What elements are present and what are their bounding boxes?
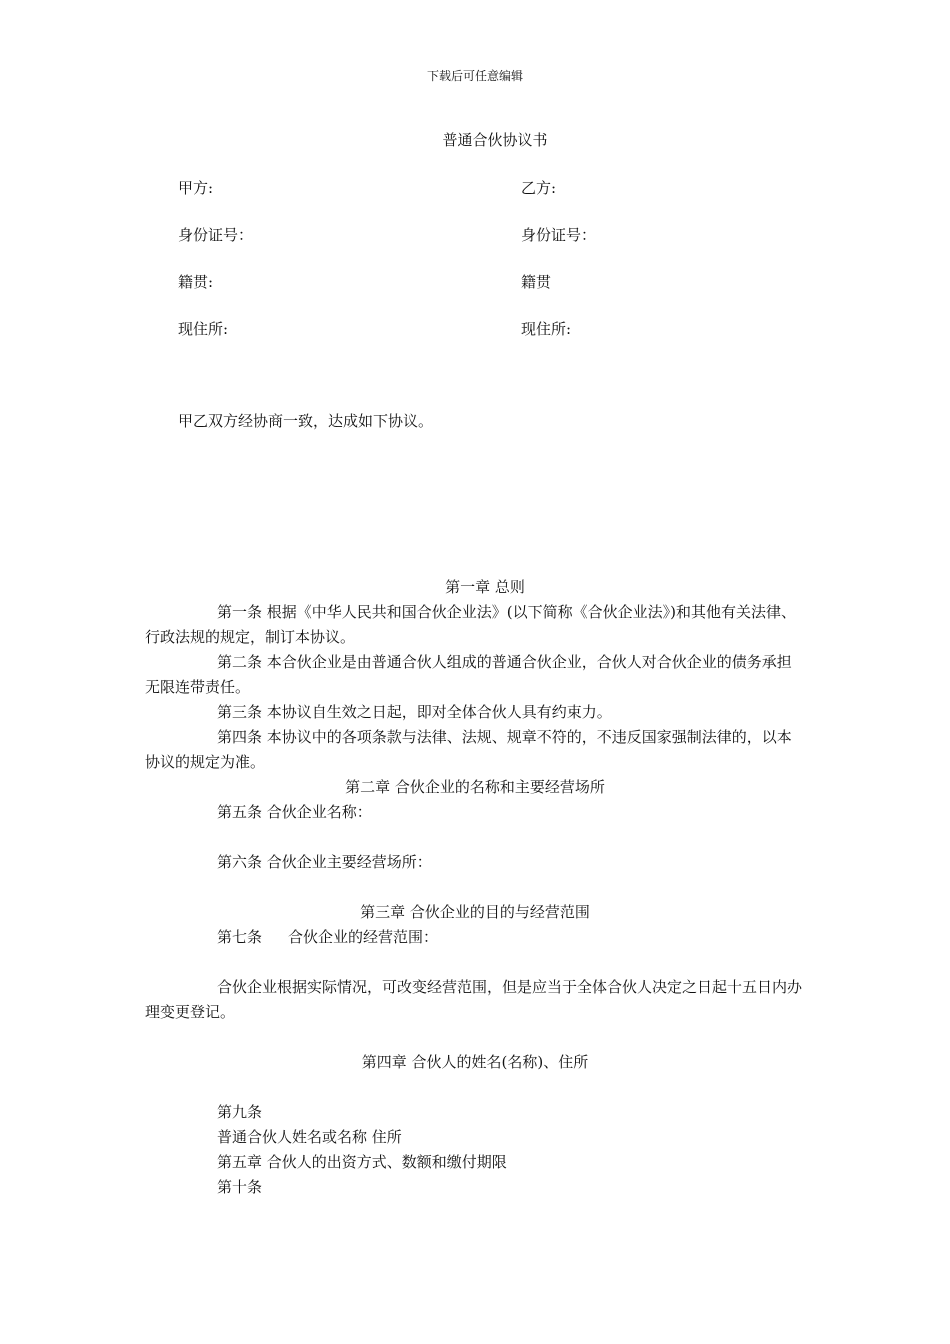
article-6: 第六条 合伙企业主要经营场所：: [217, 853, 432, 871]
article-7-label: 第七条: [217, 928, 263, 946]
document-title: 普通合伙协议书: [442, 131, 548, 149]
article-3: 第三条 本协议自生效之日起，即对全体合伙人具有约束力。: [217, 703, 612, 721]
article-7-text: 合伙企业的经营范围：: [288, 928, 439, 946]
header-note: 下载后可任意编辑: [426, 69, 523, 83]
chapter-1-heading: 第一章 总则: [445, 578, 525, 596]
chapter-3-heading: 第三章 合伙企业的目的与经营范围: [360, 903, 590, 921]
party-b-name-label: 乙方:: [521, 179, 557, 197]
article-9: 第九条: [217, 1103, 263, 1121]
scope-change-clause: 合伙企业根据实际情况，可改变经营范围，但是应当于全体合伙人决定之日起十五日内办理变更登记。: [145, 978, 803, 1021]
chapter-5-heading: 第五章 合伙人的出资方式、数额和缴付期限: [217, 1153, 507, 1171]
article-5: 第五条 合伙企业名称：: [217, 803, 372, 821]
party-a-origin-label: 籍贯:: [178, 273, 214, 291]
article-1: 第一条 根据《中华人民共和国合伙企业法》(以下简称《合伙企业法》)和其他有关法律、行政法规的规定，制订本协议。: [145, 603, 796, 646]
chapter-2-heading: 第二章 合伙企业的名称和主要经营场所: [345, 778, 605, 796]
blank-line: [145, 1075, 805, 1100]
chapter-4-heading: 第四章 合伙人的姓名(名称)、住所: [361, 1053, 589, 1071]
party-b-id-label: 身份证号：: [521, 226, 597, 244]
blank-line: [145, 825, 805, 850]
article-4: 第四条 本协议中的各项条款与法律、法规、规章不符的，不违反国家强制法律的，以本协议的规定为准。: [145, 728, 792, 771]
party-b-origin-label: 籍贯: [521, 273, 552, 291]
party-a-address-label: 现住所:: [178, 320, 229, 338]
blank-line: [145, 875, 805, 900]
partner-table-header: 普通合伙人姓名或名称 住所: [217, 1128, 402, 1146]
blank-line: [145, 1025, 805, 1050]
article-7: [145, 925, 805, 950]
party-b-address-label: 现住所:: [521, 320, 572, 338]
party-a-id-label: 身份证号：: [178, 226, 254, 244]
intro-statement: 甲乙双方经协商一致，达成如下协议。: [178, 412, 434, 430]
article-2: 第二条 本合伙企业是由普通合伙人组成的普通合伙企业，合伙人对合伙企业的债务承担无限连带责任。: [145, 653, 792, 696]
agreement-body: [145, 575, 805, 1200]
party-a-name-label: 甲方:: [178, 179, 214, 197]
blank-line: [145, 950, 805, 975]
article-10: 第十条: [217, 1178, 263, 1196]
